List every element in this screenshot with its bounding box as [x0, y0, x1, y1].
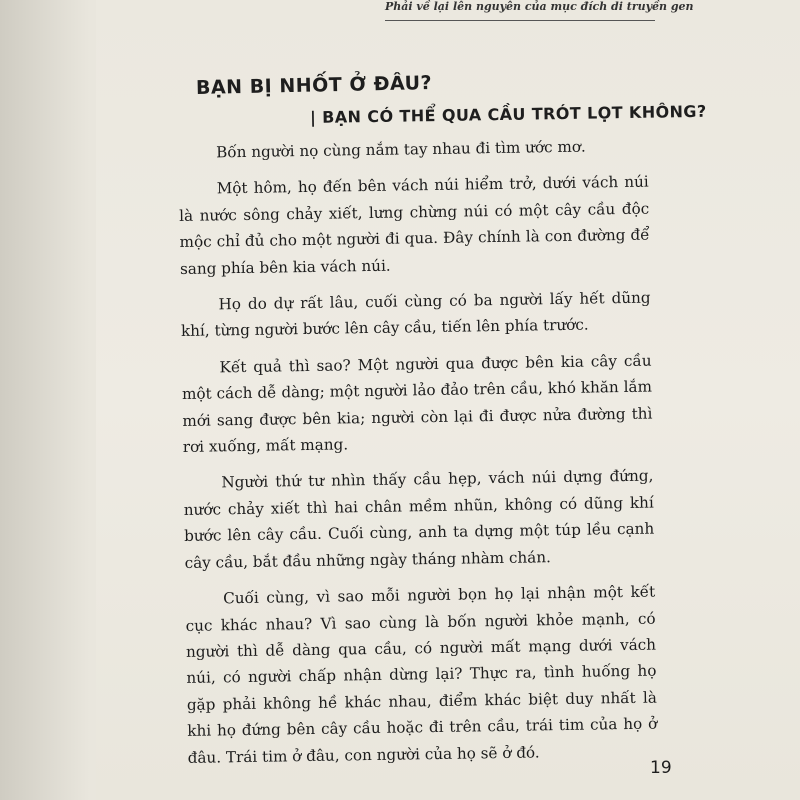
paragraph: Kết quả thì sao? Một người qua được bên kia cây cầu một cách dễ dàng; một người lảo đảo trên cầu, khó khăn lắm mới sang được bên kia; người còn lại đi được nửa đường thì rơi xuống, mất mạng. — [181, 351, 653, 457]
paragraph: Một hôm, họ đến bên vách núi hiểm trở, dưới vách núi là nước sông chảy xiết, lưng chừng núi có một cây cầu độc mộc chỉ đủ cho một người đi qua. Đây chính là con đường để sang phía bên kia vách núi. — [179, 173, 650, 278]
paragraph: Bốn người nọ cùng nắm tay nhau đi tìm ước mơ. — [216, 137, 586, 162]
paragraph: Họ do dự rất lâu, cuối cùng có ba người lấy hết dũng khí, từng người bước lên cây cầu, tiến lên phía trước. — [180, 288, 651, 341]
paragraph: Cuối cùng, vì sao mỗi người bọn họ lại nhận một kết cục khác nhau? Vì sao cùng là bốn người khỏe mạnh, có người thì dễ dàng qua cầu, có người mất mạng dưới vách núi, có người chấp nhận dừng lại? Thực ra, tình huống họ gặp phải không hề khác nhau, điểm khác biệt duy nhất là khi họ đứng bên cây cầu hoặc đi trên cầu, trái tim của họ ở đâu. Trái tim ở đâu, con người của họ sẽ ở đó. — [185, 582, 658, 767]
subtitle: | BẠN CÓ THỂ QUA CẦU TRÓT LỌT KHÔNG? — [309, 101, 707, 127]
body-text — [178, 133, 658, 781]
section-title: BẠN BỊ NHỐT Ở ĐÂU? — [195, 72, 433, 99]
paragraph: Người thứ tư nhìn thấy cầu hẹp, vách núi dựng đứng, nước chảy xiết thì hai chân mềm nhũn, không có dũng khí bước lên cây cầu. Cuối cùng, anh ta dựng một túp lều cạnh cây cầu, bắt đầu những ngày tháng nhàm chán. — [183, 467, 655, 572]
running-header: Phải về lại lên nguyên của mục đích di truyền gen — [385, 0, 655, 21]
page-number: 19 — [650, 758, 672, 778]
